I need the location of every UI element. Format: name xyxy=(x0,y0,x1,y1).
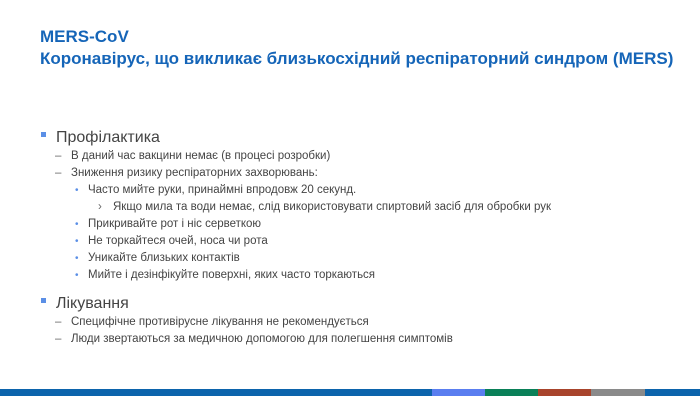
dash-icon: – xyxy=(55,150,62,162)
list-item xyxy=(40,199,551,216)
footer-bar-segment xyxy=(538,389,591,396)
dash-icon: – xyxy=(55,167,62,179)
section-heading xyxy=(40,128,551,148)
dot-icon: • xyxy=(75,253,79,264)
item-text: В даний час вакцини немає (в процесі розробки) xyxy=(71,150,331,162)
footer-bar-segment xyxy=(432,389,485,396)
item-text: Зниження ризику респіраторних захворювань: xyxy=(71,167,318,179)
list-item xyxy=(40,267,551,284)
item-text: Прикривайте рот і ніс серветкою xyxy=(88,218,262,230)
slide-content xyxy=(40,126,551,348)
title-line-2: Коронавірус, що викликає близькосхідний респіраторний синдром (MERS) xyxy=(40,49,674,68)
dot-icon: • xyxy=(75,185,79,196)
dot-icon: • xyxy=(75,219,79,230)
item-text: Не торкайтеся очей, носа чи рота xyxy=(88,235,268,247)
footer-bar-segment xyxy=(591,389,645,396)
dot-icon: • xyxy=(75,236,79,247)
footer-bar-segment xyxy=(485,389,538,396)
section-heading xyxy=(40,294,551,314)
list-item xyxy=(40,331,551,348)
bullet-icon xyxy=(41,298,46,303)
bullet-icon xyxy=(41,132,46,137)
list-item xyxy=(40,250,551,267)
footer-bar-segment xyxy=(0,389,432,396)
item-text: Мийте і дезінфікуйте поверхні, яких часто торкаються xyxy=(88,269,376,281)
item-text: Специфічне противірусне лікування не рекомендується xyxy=(71,316,369,328)
item-text: Люди звертаються за медичною допомогою для полегшення симптомів xyxy=(71,333,453,345)
list-item xyxy=(40,182,551,199)
item-text: Уникайте близьких контактів xyxy=(88,252,240,264)
item-text: Якщо мила та води немає, слід використовувати спиртовий засіб для обробки рук xyxy=(113,201,551,213)
heading-text: Профілактика xyxy=(56,129,160,146)
list-item xyxy=(40,314,551,331)
item-text: Часто мийте руки, принаймні впродовж 20 секунд. xyxy=(88,184,357,196)
title-line-1: MERS-CoV xyxy=(40,27,129,46)
footer-bar-segment xyxy=(645,389,700,396)
heading-text: Лікування xyxy=(56,295,129,312)
dot-icon: • xyxy=(75,270,79,281)
list-item xyxy=(40,148,551,165)
list-item xyxy=(40,216,551,233)
list-item xyxy=(40,165,551,182)
slide-title xyxy=(40,26,673,70)
dash-icon: – xyxy=(55,316,62,328)
dash-icon: – xyxy=(55,333,62,345)
chevron-icon: › xyxy=(98,201,102,213)
list-item xyxy=(40,233,551,250)
